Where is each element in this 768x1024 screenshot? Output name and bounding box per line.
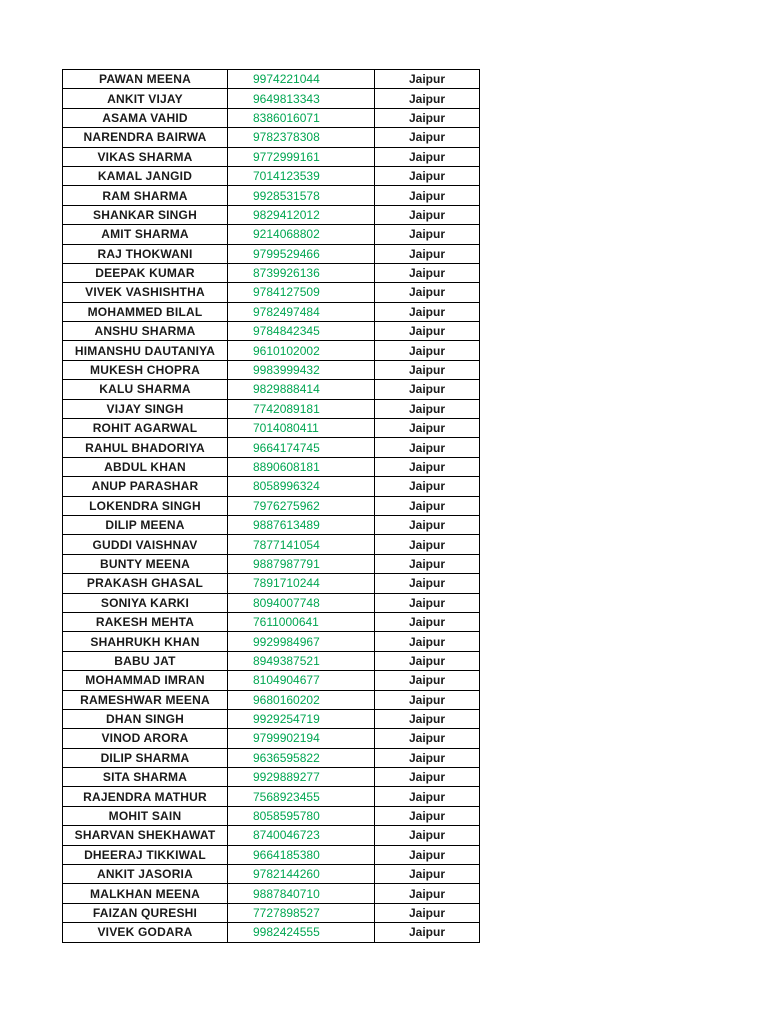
- contact-name: PAWAN MEENA: [63, 70, 228, 89]
- contact-phone: 9928531578: [228, 186, 375, 205]
- contact-city: Jaipur: [375, 302, 480, 321]
- contact-phone: 9636595822: [228, 748, 375, 767]
- table-row: [63, 535, 480, 554]
- table-row: [63, 166, 480, 185]
- contact-city: Jaipur: [375, 651, 480, 670]
- contact-city: Jaipur: [375, 593, 480, 612]
- contact-phone: 9680160202: [228, 690, 375, 709]
- contact-name: VIJAY SINGH: [63, 399, 228, 418]
- contact-phone: 9782378308: [228, 128, 375, 147]
- table-row: [63, 671, 480, 690]
- contact-name: VINOD ARORA: [63, 729, 228, 748]
- contact-city: Jaipur: [375, 806, 480, 825]
- contact-name: SITA SHARMA: [63, 768, 228, 787]
- contact-phone: 9782497484: [228, 302, 375, 321]
- contact-name: ROHIT AGARWAL: [63, 419, 228, 438]
- contact-name: RAKESH MEHTA: [63, 612, 228, 631]
- contact-phone: 9929984967: [228, 632, 375, 651]
- contact-name: GUDDI VAISHNAV: [63, 535, 228, 554]
- contact-phone: 8104904677: [228, 671, 375, 690]
- contact-name: DHAN SINGH: [63, 709, 228, 728]
- table-row: [63, 186, 480, 205]
- contact-city: Jaipur: [375, 903, 480, 922]
- contact-phone: 7611000641: [228, 612, 375, 631]
- contact-name: LOKENDRA SINGH: [63, 496, 228, 515]
- table-row: [63, 283, 480, 302]
- contact-name: RAMESHWAR MEENA: [63, 690, 228, 709]
- contact-phone: 9772999161: [228, 147, 375, 166]
- table-row: [63, 477, 480, 496]
- contact-city: Jaipur: [375, 845, 480, 864]
- contact-table-body: [63, 70, 480, 943]
- contact-name: VIVEK GODARA: [63, 923, 228, 942]
- contact-phone: 7014123539: [228, 166, 375, 185]
- contact-city: Jaipur: [375, 884, 480, 903]
- table-row: [63, 554, 480, 573]
- contact-name: ASAMA VAHID: [63, 108, 228, 127]
- table-row: [63, 651, 480, 670]
- contact-name: PRAKASH GHASAL: [63, 574, 228, 593]
- contact-phone: 9610102002: [228, 341, 375, 360]
- contact-name: RAJ THOKWANI: [63, 244, 228, 263]
- contact-name: ANKIT JASORIA: [63, 865, 228, 884]
- contact-city: Jaipur: [375, 748, 480, 767]
- contact-city: Jaipur: [375, 225, 480, 244]
- table-row: [63, 263, 480, 282]
- contact-phone: 9664185380: [228, 845, 375, 864]
- contact-phone: 9214068802: [228, 225, 375, 244]
- contact-city: Jaipur: [375, 341, 480, 360]
- contact-city: Jaipur: [375, 477, 480, 496]
- contact-name: AMIT SHARMA: [63, 225, 228, 244]
- contact-city: Jaipur: [375, 128, 480, 147]
- contact-city: Jaipur: [375, 360, 480, 379]
- contact-name: SONIYA KARKI: [63, 593, 228, 612]
- contact-phone: 7014080411: [228, 419, 375, 438]
- contact-city: Jaipur: [375, 205, 480, 224]
- contact-name: HIMANSHU DAUTANIYA: [63, 341, 228, 360]
- table-row: [63, 380, 480, 399]
- contact-phone: 8094007748: [228, 593, 375, 612]
- contact-city: Jaipur: [375, 612, 480, 631]
- table-row: [63, 690, 480, 709]
- contact-name: DHEERAJ TIKKIWAL: [63, 845, 228, 864]
- contact-name: DILIP MEENA: [63, 515, 228, 534]
- table-row: [63, 632, 480, 651]
- contact-phone: 9929889277: [228, 768, 375, 787]
- contact-table: [62, 69, 480, 943]
- table-row: [63, 496, 480, 515]
- contact-city: Jaipur: [375, 244, 480, 263]
- contact-phone: 9784842345: [228, 322, 375, 341]
- table-row: [63, 399, 480, 418]
- contact-city: Jaipur: [375, 438, 480, 457]
- table-row: [63, 360, 480, 379]
- contact-city: Jaipur: [375, 70, 480, 89]
- contact-name: ANUP PARASHAR: [63, 477, 228, 496]
- contact-city: Jaipur: [375, 709, 480, 728]
- table-row: [63, 322, 480, 341]
- contact-name: FAIZAN QURESHI: [63, 903, 228, 922]
- table-row: [63, 748, 480, 767]
- table-row: [63, 787, 480, 806]
- contact-city: Jaipur: [375, 515, 480, 534]
- contact-name: KAMAL JANGID: [63, 166, 228, 185]
- contact-name: DEEPAK KUMAR: [63, 263, 228, 282]
- contact-city: Jaipur: [375, 108, 480, 127]
- contact-city: Jaipur: [375, 186, 480, 205]
- table-row: [63, 515, 480, 534]
- contact-phone: 9983999432: [228, 360, 375, 379]
- table-row: [63, 806, 480, 825]
- contact-city: Jaipur: [375, 632, 480, 651]
- contact-phone: 9649813343: [228, 89, 375, 108]
- contact-phone: 7568923455: [228, 787, 375, 806]
- contact-name: SHANKAR SINGH: [63, 205, 228, 224]
- contact-name: VIKAS SHARMA: [63, 147, 228, 166]
- contact-city: Jaipur: [375, 729, 480, 748]
- contact-phone: 9799902194: [228, 729, 375, 748]
- contact-city: Jaipur: [375, 865, 480, 884]
- table-row: [63, 302, 480, 321]
- contact-city: Jaipur: [375, 671, 480, 690]
- contact-name: DILIP SHARMA: [63, 748, 228, 767]
- table-row: [63, 108, 480, 127]
- contact-name: RAHUL BHADORIYA: [63, 438, 228, 457]
- contact-phone: 8058595780: [228, 806, 375, 825]
- contact-name: ANKIT VIJAY: [63, 89, 228, 108]
- contact-phone: 9784127509: [228, 283, 375, 302]
- contact-phone: 8058996324: [228, 477, 375, 496]
- contact-phone: 9664174745: [228, 438, 375, 457]
- table-row: [63, 341, 480, 360]
- table-row: [63, 845, 480, 864]
- contact-city: Jaipur: [375, 787, 480, 806]
- table-row: [63, 593, 480, 612]
- contact-name: SHAHRUKH KHAN: [63, 632, 228, 651]
- contact-name: KALU SHARMA: [63, 380, 228, 399]
- contact-phone: 8386016071: [228, 108, 375, 127]
- contact-name: SHARVAN SHEKHAWAT: [63, 826, 228, 845]
- contact-city: Jaipur: [375, 574, 480, 593]
- contact-phone: 9887987791: [228, 554, 375, 573]
- contact-city: Jaipur: [375, 380, 480, 399]
- table-row: [63, 457, 480, 476]
- contact-city: Jaipur: [375, 419, 480, 438]
- contact-city: Jaipur: [375, 923, 480, 942]
- contact-city: Jaipur: [375, 283, 480, 302]
- contact-phone: 9974221044: [228, 70, 375, 89]
- table-row: [63, 244, 480, 263]
- table-row: [63, 225, 480, 244]
- table-row: [63, 128, 480, 147]
- table-row: [63, 612, 480, 631]
- contact-phone: 9887613489: [228, 515, 375, 534]
- contact-name: BUNTY MEENA: [63, 554, 228, 573]
- contact-phone: 9799529466: [228, 244, 375, 263]
- contact-name: ANSHU SHARMA: [63, 322, 228, 341]
- contact-name: VIVEK VASHISHTHA: [63, 283, 228, 302]
- contact-phone: 9887840710: [228, 884, 375, 903]
- contact-phone: 8740046723: [228, 826, 375, 845]
- table-row: [63, 70, 480, 89]
- contact-phone: 9929254719: [228, 709, 375, 728]
- contact-city: Jaipur: [375, 263, 480, 282]
- table-row: [63, 923, 480, 942]
- contact-city: Jaipur: [375, 826, 480, 845]
- contact-name: BABU JAT: [63, 651, 228, 670]
- contact-phone: 8739926136: [228, 263, 375, 282]
- contact-phone: 7976275962: [228, 496, 375, 515]
- contact-name: RAJENDRA MATHUR: [63, 787, 228, 806]
- contact-city: Jaipur: [375, 166, 480, 185]
- contact-name: NARENDRA BAIRWA: [63, 128, 228, 147]
- contact-name: ABDUL KHAN: [63, 457, 228, 476]
- contact-phone: 8949387521: [228, 651, 375, 670]
- table-row: [63, 419, 480, 438]
- contact-name: MALKHAN MEENA: [63, 884, 228, 903]
- contact-city: Jaipur: [375, 89, 480, 108]
- table-row: [63, 574, 480, 593]
- contact-city: Jaipur: [375, 690, 480, 709]
- contact-city: Jaipur: [375, 535, 480, 554]
- contact-city: Jaipur: [375, 768, 480, 787]
- table-row: [63, 903, 480, 922]
- contact-name: MOHIT SAIN: [63, 806, 228, 825]
- contact-phone: 9782144260: [228, 865, 375, 884]
- contact-phone: 9829412012: [228, 205, 375, 224]
- table-row: [63, 729, 480, 748]
- contact-phone: 7891710244: [228, 574, 375, 593]
- contact-phone: 9829888414: [228, 380, 375, 399]
- contact-city: Jaipur: [375, 554, 480, 573]
- contact-city: Jaipur: [375, 399, 480, 418]
- contact-phone: 7727898527: [228, 903, 375, 922]
- contact-city: Jaipur: [375, 457, 480, 476]
- contact-phone: 7742089181: [228, 399, 375, 418]
- contact-name: MOHAMMAD IMRAN: [63, 671, 228, 690]
- contact-phone: 7877141054: [228, 535, 375, 554]
- table-row: [63, 865, 480, 884]
- contact-phone: 8890608181: [228, 457, 375, 476]
- table-row: [63, 205, 480, 224]
- contact-name: RAM SHARMA: [63, 186, 228, 205]
- contact-phone: 9982424555: [228, 923, 375, 942]
- contact-city: Jaipur: [375, 322, 480, 341]
- table-row: [63, 438, 480, 457]
- contact-city: Jaipur: [375, 496, 480, 515]
- table-row: [63, 768, 480, 787]
- table-row: [63, 89, 480, 108]
- contact-name: MOHAMMED BILAL: [63, 302, 228, 321]
- table-row: [63, 147, 480, 166]
- contact-city: Jaipur: [375, 147, 480, 166]
- contact-name: MUKESH CHOPRA: [63, 360, 228, 379]
- table-row: [63, 709, 480, 728]
- table-row: [63, 884, 480, 903]
- table-row: [63, 826, 480, 845]
